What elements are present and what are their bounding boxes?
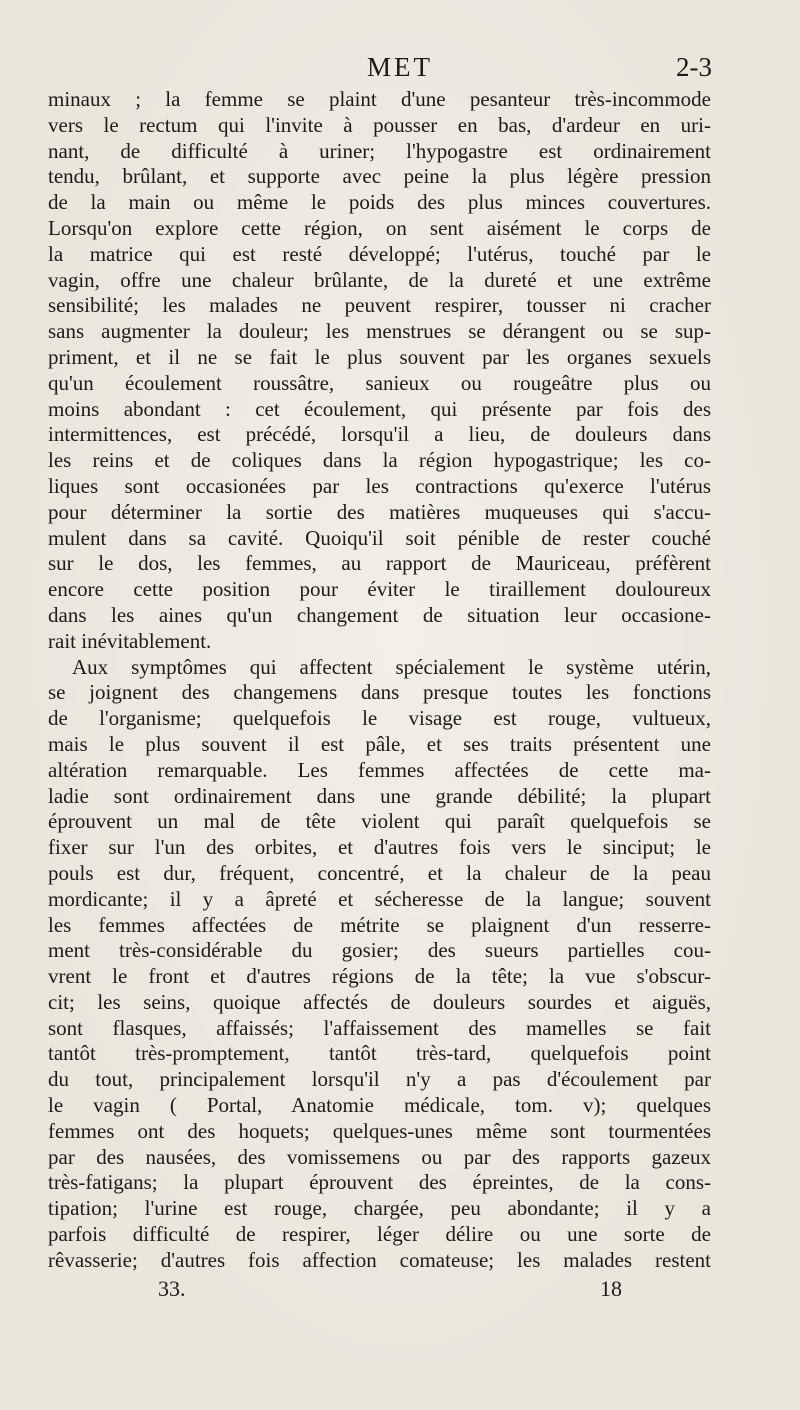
- text-line: tantôt très-promptement, tantôt très-tard, quelquefois point: [48, 1041, 711, 1066]
- text-line: ladie sont ordinairement dans une grande débilité; la plupart: [48, 783, 711, 808]
- text-line: mulent dans sa cavité. Quoiqu'il soit pénible de rester couché: [48, 525, 711, 550]
- text-line: priment, et il ne se fait le plus souvent par les organes sexuels: [48, 344, 711, 369]
- text-line: mais le plus souvent il est pâle, et ses traits présentent une: [48, 731, 711, 756]
- text-line: mordicante; il y a âpreté et sécheresse de la langue; souvent: [48, 886, 711, 911]
- text-line: très-fatigans; la plupart éprouvent des épreintes, de la cons-: [48, 1170, 711, 1195]
- text-line: liques sont occasionées par les contractions qu'exerce l'utérus: [48, 473, 711, 498]
- text-line: les reins et de coliques dans la région hypogastrique; les co-: [48, 448, 711, 473]
- text-line: femmes ont des hoquets; quelques-unes même sont tourmentées: [48, 1118, 711, 1143]
- text-line: qu'un écoulement roussâtre, sanieux ou rougeâtre plus ou: [48, 370, 711, 395]
- text-line: rait inévitablement.: [48, 628, 212, 653]
- text-line: éprouvent un mal de tête violent qui paraît quelquefois se: [48, 809, 711, 834]
- text-line: encore cette position pour éviter le tiraillement douloureux: [48, 577, 711, 602]
- text-line: nant, de difficulté à uriner; l'hypogastre est ordinairement: [48, 138, 711, 163]
- text-line: sur le dos, les femmes, au rapport de Mauriceau, préfèrent: [48, 551, 711, 576]
- body-text: [48, 87, 711, 1274]
- text-line: vagin, offre une chaleur brûlante, de la dureté et une extrême: [48, 267, 711, 292]
- text-line: se joignent des changemens dans presque toutes les fonctions: [48, 680, 711, 705]
- text-line: fixer sur l'un des orbites, et d'autres fois vers le sinciput; le: [48, 835, 711, 860]
- text-line: les femmes affectées de métrite se plaignent d'un resserre-: [48, 912, 711, 937]
- text-line: moins abondant : cet écoulement, qui présente par fois des: [48, 396, 711, 421]
- running-title: MET: [367, 52, 433, 82]
- text-line: parfois difficulté de respirer, léger délire ou une sorte de: [48, 1222, 711, 1247]
- paragraph-start-line: Aux symptômes qui affectent spécialement le système utérin,: [72, 654, 711, 679]
- text-line: cit; les seins, quoique affectés de douleurs sourdes et aiguës,: [48, 989, 711, 1014]
- text-line: intermittences, est précédé, lorsqu'il a lieu, de douleurs dans: [48, 422, 711, 447]
- text-line: sensibilité; les malades ne peuvent respirer, tousser ni cracher: [48, 293, 711, 318]
- text-line: de l'organisme; quelquefois le visage est rouge, vultueux,: [48, 706, 711, 731]
- text-line: de la main ou même le poids des plus minces couvertures.: [48, 190, 711, 215]
- text-line: dans les aines qu'un changement de situation leur occasione-: [48, 602, 711, 627]
- page-footer: [0, 1276, 800, 1306]
- text-line: du tout, principalement lorsqu'il n'y a pas d'écoulement par: [48, 1067, 711, 1092]
- text-line: vers le rectum qui l'invite à pousser en bas, d'ardeur en uri-: [48, 112, 711, 137]
- text-line: tendu, brûlant, et supporte avec peine la plus légère pression: [48, 164, 711, 189]
- signature-mark: 33.: [158, 1276, 186, 1301]
- page-number: 2-3: [676, 52, 712, 82]
- text-line: altération remarquable. Les femmes affectées de cette ma-: [48, 757, 711, 782]
- text-line: rêvasserie; d'autres fois affection comateuse; les malades restent: [48, 1247, 711, 1272]
- text-line: vrent le front et d'autres régions de la tête; la vue s'obscur-: [48, 964, 711, 989]
- text-line: la matrice qui est resté développé; l'utérus, touché par le: [48, 241, 711, 266]
- text-line: pouls est dur, fréquent, concentré, et la chaleur de la peau: [48, 860, 711, 885]
- text-line: par des nausées, des vomissemens ou par des rapports gazeux: [48, 1144, 711, 1169]
- sheet-number: 18: [600, 1276, 622, 1301]
- text-line: le vagin ( Portal, Anatomie médicale, tom. v); quelques: [48, 1093, 711, 1118]
- text-line: sont flasques, affaissés; l'affaissement des mamelles se fait: [48, 1015, 711, 1040]
- text-line: sans augmenter la douleur; les menstrues se dérangent ou se sup-: [48, 319, 711, 344]
- text-line: pour déterminer la sortie des matières muqueuses qui s'accu-: [48, 499, 711, 524]
- text-line: ment très-considérable du gosier; des sueurs partielles cou-: [48, 938, 711, 963]
- text-line: minaux ; la femme se plaint d'une pesanteur très-incommode: [48, 87, 711, 111]
- text-line: tipation; l'urine est rouge, chargée, peu abondante; il y a: [48, 1196, 711, 1221]
- running-head: [0, 52, 800, 84]
- text-line: Lorsqu'on explore cette région, on sent aisément le corps de: [48, 215, 711, 240]
